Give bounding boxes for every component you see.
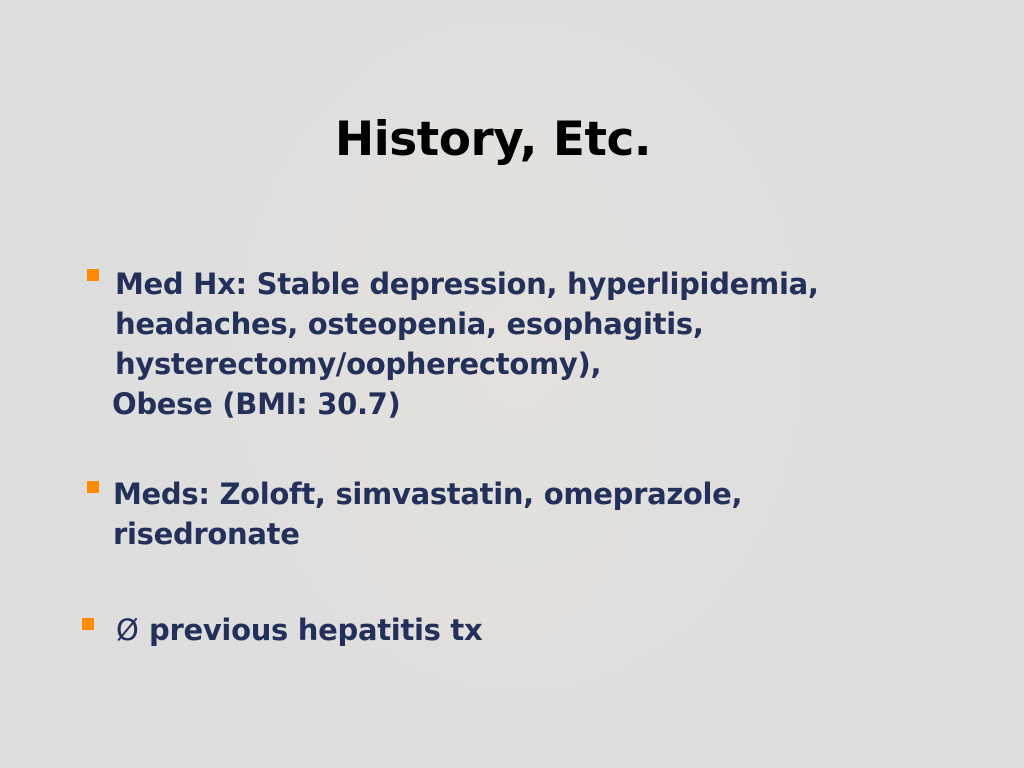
bullet-1-line-3: hysterectomy/oopherectomy), — [115, 347, 602, 381]
null-set-symbol: Ø — [116, 613, 139, 647]
bullet-square-icon — [87, 481, 99, 493]
bullet-1-line-4: Obese (BMI: 30.7) — [112, 387, 401, 421]
bullet-1-line-2: headaches, osteopenia, esophagitis, — [115, 307, 704, 341]
bullet-2-line-2: risedronate — [113, 517, 300, 551]
slide-title: History, Etc. — [334, 112, 652, 167]
bullet-square-icon — [87, 269, 99, 281]
bullet-2-line-1: Meds: Zoloft, simvastatin, omeprazole, — [113, 477, 743, 511]
bullet-square-icon — [82, 618, 94, 630]
bullet-3-line-1: previous hepatitis tx — [149, 613, 483, 647]
bullet-1-line-1: Med Hx: Stable depression, hyperlipidemia, — [115, 267, 819, 301]
